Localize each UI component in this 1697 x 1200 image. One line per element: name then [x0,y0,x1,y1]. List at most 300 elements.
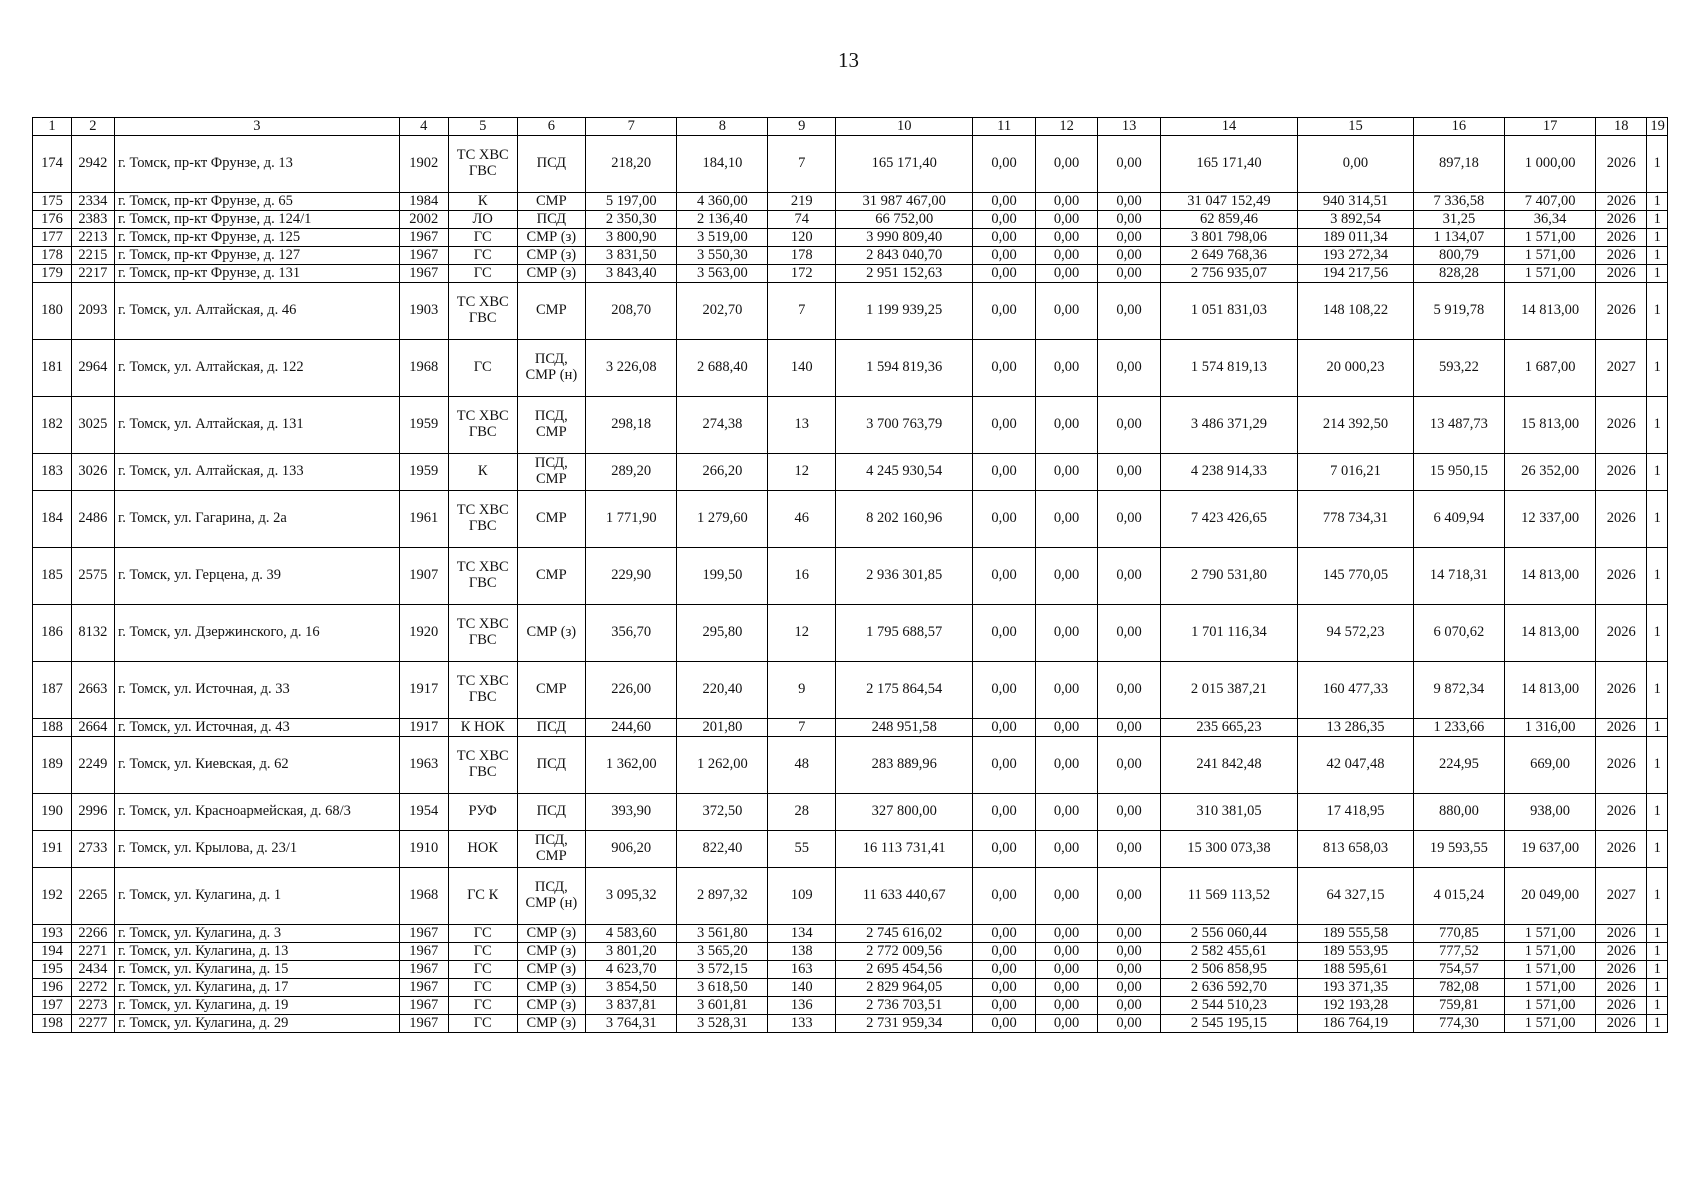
table-cell: 197 [33,997,72,1015]
table-cell: 2 756 935,07 [1160,265,1297,283]
table-cell: 1 279,60 [677,491,768,548]
table-cell: 0,00 [1035,193,1097,211]
table-cell: 1907 [399,548,448,605]
table-cell: 2026 [1596,794,1647,831]
table-cell: 5 919,78 [1413,283,1504,340]
table-cell: ГС [448,997,517,1015]
table-cell: 1 [1647,229,1668,247]
table-cell: 2 688,40 [677,340,768,397]
table-cell: 15 300 073,38 [1160,831,1297,868]
column-header: 12 [1035,118,1097,136]
table-cell: 11 633 440,67 [836,868,973,925]
table-cell: 0,00 [973,794,1035,831]
table-cell: 214 392,50 [1298,397,1414,454]
table-cell: 1 [1647,136,1668,193]
table-cell: 1 571,00 [1505,997,1596,1015]
table-cell: 109 [768,868,836,925]
table-cell: 3 618,50 [677,979,768,997]
table-cell: 19 593,55 [1413,831,1504,868]
table-cell: 2026 [1596,831,1647,868]
table-cell: ПСД, СМР [517,454,586,491]
table-cell: г. Томск, ул. Кулагина, д. 1 [114,868,399,925]
table-cell: 1 316,00 [1505,719,1596,737]
table-cell: 828,28 [1413,265,1504,283]
table-row [33,737,1668,794]
table-cell: 2733 [71,831,114,868]
table-cell: 3 843,40 [586,265,677,283]
table-row [33,136,1668,193]
table-cell: 2215 [71,247,114,265]
table-cell: 15 950,15 [1413,454,1504,491]
table-cell: 20 049,00 [1505,868,1596,925]
table-cell: 219 [768,193,836,211]
table-cell: г. Томск, ул. Кулагина, д. 13 [114,943,399,961]
table-cell: 8132 [71,605,114,662]
table-cell: 2 636 592,70 [1160,979,1297,997]
table-cell: г. Томск, ул. Кулагина, д. 29 [114,1015,399,1033]
table-cell: СМР (з) [517,1015,586,1033]
table-cell: г. Томск, пр-кт Фрунзе, д. 65 [114,193,399,211]
table-cell: 208,70 [586,283,677,340]
table-cell: 3 519,00 [677,229,768,247]
table-cell: 2217 [71,265,114,283]
table-cell: 20 000,23 [1298,340,1414,397]
table-cell: 3 561,80 [677,925,768,943]
table-row [33,943,1668,961]
table-cell: 184 [33,491,72,548]
table-cell: г. Томск, ул. Алтайская, д. 122 [114,340,399,397]
table-cell: ЛО [448,211,517,229]
table-cell: 2213 [71,229,114,247]
table-cell: 17 418,95 [1298,794,1414,831]
table-cell: 0,00 [973,211,1035,229]
table-cell: 13 [768,397,836,454]
table-cell: 0,00 [1098,340,1160,397]
table-cell: 1 571,00 [1505,247,1596,265]
table-cell: 1984 [399,193,448,211]
table-cell: 3 486 371,29 [1160,397,1297,454]
page-number: 13 [838,48,859,72]
table-cell: 0,00 [973,997,1035,1015]
table-cell: СМР [517,491,586,548]
table-cell: 14 718,31 [1413,548,1504,605]
table-cell: 0,00 [1035,229,1097,247]
table-cell: 283 889,96 [836,737,973,794]
table-cell: 2383 [71,211,114,229]
table-cell: 5 197,00 [586,193,677,211]
table-cell: ПСД, СМР [517,397,586,454]
table-cell: 1 571,00 [1505,961,1596,979]
column-header: 16 [1413,118,1504,136]
table-cell: ТС ХВС ГВС [448,283,517,340]
table-cell: К [448,193,517,211]
table-cell: 2026 [1596,737,1647,794]
table-cell: 1 571,00 [1505,979,1596,997]
table-cell: 190 [33,794,72,831]
table-cell: 3 700 763,79 [836,397,973,454]
table-cell: 180 [33,283,72,340]
table-cell: 188 595,61 [1298,961,1414,979]
column-header: 9 [768,118,836,136]
table-cell: 0,00 [1098,247,1160,265]
table-cell: 120 [768,229,836,247]
table-cell: 178 [33,247,72,265]
table-cell: 1967 [399,229,448,247]
table-cell: 187 [33,662,72,719]
table-row [33,662,1668,719]
table-cell: 12 [768,454,836,491]
table-cell: 191 [33,831,72,868]
table-cell: 192 193,28 [1298,997,1414,1015]
table-cell: 7 [768,719,836,737]
table-cell: 0,00 [1035,454,1097,491]
column-header: 3 [114,118,399,136]
table-cell: 0,00 [1098,491,1160,548]
table-cell: 1 687,00 [1505,340,1596,397]
table-cell: 8 202 160,96 [836,491,973,548]
table-cell: 0,00 [1035,397,1097,454]
table-cell: 2026 [1596,925,1647,943]
table-cell: 0,00 [1035,265,1097,283]
column-header: 7 [586,118,677,136]
table-cell: 3 801 798,06 [1160,229,1297,247]
table-cell: 1 [1647,979,1668,997]
table-cell: 31 047 152,49 [1160,193,1297,211]
table-cell: 4 238 914,33 [1160,454,1297,491]
table-cell: 7 016,21 [1298,454,1414,491]
table-cell: 2663 [71,662,114,719]
table-cell: 136 [768,997,836,1015]
table-cell: 0,00 [973,454,1035,491]
table-cell: 2026 [1596,1015,1647,1033]
table-cell: 1959 [399,454,448,491]
table-cell: 184,10 [677,136,768,193]
table-cell: СМР (з) [517,997,586,1015]
column-header: 17 [1505,118,1596,136]
table-cell: 0,00 [973,229,1035,247]
table-cell: 182 [33,397,72,454]
table-cell: СМР [517,662,586,719]
table-cell: 0,00 [1098,831,1160,868]
table-row [33,868,1668,925]
table-cell: 6 409,94 [1413,491,1504,548]
table-cell: 2 015 387,21 [1160,662,1297,719]
table-cell: СМР (з) [517,247,586,265]
table-cell: 2002 [399,211,448,229]
table-cell: 2434 [71,961,114,979]
table-cell: 327 800,00 [836,794,973,831]
table-cell: ГС [448,340,517,397]
table-cell: 2 731 959,34 [836,1015,973,1033]
table-cell: 28 [768,794,836,831]
table-cell: 48 [768,737,836,794]
table-cell: 134 [768,925,836,943]
table-cell: 2026 [1596,979,1647,997]
table-cell: 1 [1647,997,1668,1015]
table-cell: 274,38 [677,397,768,454]
table-cell: ПСД [517,737,586,794]
table-cell: ТС ХВС ГВС [448,737,517,794]
table-cell: 165 171,40 [1160,136,1297,193]
table-cell: 0,00 [973,491,1035,548]
table-cell: 2026 [1596,943,1647,961]
table-cell: ГС [448,265,517,283]
table-cell: 175 [33,193,72,211]
table-cell: ГС [448,1015,517,1033]
table-cell: 7 336,58 [1413,193,1504,211]
column-header: 18 [1596,118,1647,136]
table-cell: г. Томск, ул. Алтайская, д. 131 [114,397,399,454]
table-cell: 774,30 [1413,1015,1504,1033]
table-cell: 2026 [1596,719,1647,737]
table-cell: 2272 [71,979,114,997]
table-row [33,961,1668,979]
table-cell: 16 113 731,41 [836,831,973,868]
table-cell: 31,25 [1413,211,1504,229]
table-cell: 3 572,15 [677,961,768,979]
table-cell: 800,79 [1413,247,1504,265]
table-cell: 1968 [399,868,448,925]
table-cell: 2 350,30 [586,211,677,229]
table-cell: 0,00 [1035,943,1097,961]
table-cell: 593,22 [1413,340,1504,397]
table-cell: 0,00 [1035,1015,1097,1033]
table-cell: 0,00 [973,247,1035,265]
table-row [33,229,1668,247]
table-cell: СМР (з) [517,979,586,997]
table-cell: г. Томск, ул. Красноармейская, д. 68/3 [114,794,399,831]
table-cell: 0,00 [1035,925,1097,943]
table-cell: ГС [448,961,517,979]
table-row [33,1015,1668,1033]
column-header: 1 [33,118,72,136]
table-cell: 19 637,00 [1505,831,1596,868]
table-cell: 3 854,50 [586,979,677,997]
table-cell: 2026 [1596,961,1647,979]
table-cell: 6 070,62 [1413,605,1504,662]
table-cell: 1910 [399,831,448,868]
table-cell: 1917 [399,719,448,737]
table-cell: К [448,454,517,491]
table-cell: 0,00 [973,961,1035,979]
table-cell: 3025 [71,397,114,454]
table-cell: 1 233,66 [1413,719,1504,737]
table-cell: г. Томск, пр-кт Фрунзе, д. 125 [114,229,399,247]
table-cell: 266,20 [677,454,768,491]
table-cell: 298,18 [586,397,677,454]
table-cell: 2026 [1596,265,1647,283]
table-cell: 2026 [1596,136,1647,193]
table-cell: 4 360,00 [677,193,768,211]
table-cell: 3 095,32 [586,868,677,925]
table-row [33,340,1668,397]
table-cell: ГС [448,229,517,247]
table-cell: г. Томск, ул. Дзержинского, д. 16 [114,605,399,662]
table-cell: 669,00 [1505,737,1596,794]
table-cell: 13 286,35 [1298,719,1414,737]
table-cell: СМР [517,283,586,340]
table-cell: 14 813,00 [1505,548,1596,605]
table-cell: 2026 [1596,397,1647,454]
table-cell: 754,57 [1413,961,1504,979]
table-cell: ГС К [448,868,517,925]
table-cell: 289,20 [586,454,677,491]
table-row [33,925,1668,943]
table-cell: 2 897,32 [677,868,768,925]
table-row [33,247,1668,265]
table-cell: 1 134,07 [1413,229,1504,247]
table-cell: 7 [768,283,836,340]
table-cell: 2 843 040,70 [836,247,973,265]
table-row [33,397,1668,454]
table-cell: 2026 [1596,997,1647,1015]
table-cell: г. Томск, ул. Источная, д. 43 [114,719,399,737]
table-cell: 0,00 [1035,831,1097,868]
table-cell: 74 [768,211,836,229]
table-cell: 0,00 [973,979,1035,997]
table-cell: 295,80 [677,605,768,662]
table-cell: 0,00 [1298,136,1414,193]
table-cell: 9 872,34 [1413,662,1504,719]
table-cell: 3 601,81 [677,997,768,1015]
table-cell: ГС [448,979,517,997]
table-cell: 1 [1647,719,1668,737]
table-cell: 777,52 [1413,943,1504,961]
table-cell: 0,00 [973,265,1035,283]
table-cell: 0,00 [1098,737,1160,794]
table-cell: 181 [33,340,72,397]
table-cell: 0,00 [1098,397,1160,454]
table-cell: СМР (з) [517,265,586,283]
table-cell: 0,00 [1035,283,1097,340]
table-cell: 2273 [71,997,114,1015]
table-cell: г. Томск, ул. Кулагина, д. 17 [114,979,399,997]
table-cell: 26 352,00 [1505,454,1596,491]
table-cell: 0,00 [973,136,1035,193]
table-cell: 1959 [399,397,448,454]
table-cell: 0,00 [1098,454,1160,491]
table-row [33,605,1668,662]
table-row [33,283,1668,340]
table-cell: 1917 [399,662,448,719]
table-cell: 0,00 [973,605,1035,662]
table-cell: 2 545 195,15 [1160,1015,1297,1033]
table-cell: 0,00 [973,340,1035,397]
table-cell: ГС [448,943,517,961]
table-cell: 880,00 [1413,794,1504,831]
table-cell: 13 487,73 [1413,397,1504,454]
table-cell: 1 [1647,548,1668,605]
table-row [33,265,1668,283]
table-cell: 0,00 [1035,548,1097,605]
table-cell: 0,00 [1098,961,1160,979]
table-cell: 172 [768,265,836,283]
table-cell: 0,00 [1035,961,1097,979]
table-cell: 194 [33,943,72,961]
column-header: 13 [1098,118,1160,136]
table-cell: 14 813,00 [1505,283,1596,340]
table-cell: ПСД, СМР [517,831,586,868]
table-cell: 0,00 [1098,997,1160,1015]
table-cell: 0,00 [1035,794,1097,831]
table-cell: 1 701 116,34 [1160,605,1297,662]
table-cell: 3026 [71,454,114,491]
table-cell: ПСД [517,211,586,229]
table-cell: 1 571,00 [1505,1015,1596,1033]
table-cell: г. Томск, пр-кт Фрунзе, д. 124/1 [114,211,399,229]
table-cell: 192 [33,868,72,925]
table-cell: 226,00 [586,662,677,719]
table-cell: 218,20 [586,136,677,193]
table-cell: 2 790 531,80 [1160,548,1297,605]
table-cell: 1961 [399,491,448,548]
table-row [33,794,1668,831]
table-cell: 7 407,00 [1505,193,1596,211]
table-cell: 2 736 703,51 [836,997,973,1015]
table-cell: 145 770,05 [1298,548,1414,605]
table-cell: 3 565,20 [677,943,768,961]
table-cell: 0,00 [1098,211,1160,229]
table-cell: 1 [1647,193,1668,211]
table-cell: 1 [1647,397,1668,454]
table-cell: г. Томск, ул. Алтайская, д. 133 [114,454,399,491]
table-cell: 1954 [399,794,448,831]
table-cell: 2026 [1596,662,1647,719]
table-cell: 165 171,40 [836,136,973,193]
table-cell: 1967 [399,1015,448,1033]
table-cell: г. Томск, ул. Киевская, д. 62 [114,737,399,794]
table-cell: 2 951 152,63 [836,265,973,283]
table-cell: 133 [768,1015,836,1033]
table-cell: 2 136,40 [677,211,768,229]
table-cell: 3 550,30 [677,247,768,265]
table-cell: 1920 [399,605,448,662]
table-cell: 1 362,00 [586,737,677,794]
table-cell: ТС ХВС ГВС [448,605,517,662]
table-cell: ГС [448,925,517,943]
table-cell: 64 327,15 [1298,868,1414,925]
table-row [33,193,1668,211]
table-cell: г. Томск, ул. Кулагина, д. 19 [114,997,399,1015]
table-cell: 177 [33,229,72,247]
table-cell: ТС ХВС ГВС [448,136,517,193]
table-cell: 15 813,00 [1505,397,1596,454]
table-row [33,997,1668,1015]
table-cell: 186 [33,605,72,662]
table-cell: 1 [1647,925,1668,943]
table-cell: 235 665,23 [1160,719,1297,737]
table-cell: 822,40 [677,831,768,868]
table-cell: 2 695 454,56 [836,961,973,979]
table-cell: 2026 [1596,283,1647,340]
table-cell: 0,00 [1098,548,1160,605]
table-cell: 55 [768,831,836,868]
table-cell: 1 [1647,961,1668,979]
table-cell: 0,00 [973,1015,1035,1033]
table-cell: г. Томск, ул. Герцена, д. 39 [114,548,399,605]
table-cell: 2026 [1596,247,1647,265]
table-cell: 9 [768,662,836,719]
table-cell: 193 [33,925,72,943]
table-cell: 189 [33,737,72,794]
table-cell: 220,40 [677,662,768,719]
table-cell: 2026 [1596,548,1647,605]
table-cell: 4 583,60 [586,925,677,943]
table-row [33,979,1668,997]
table-cell: 0,00 [1098,794,1160,831]
table-cell: 174 [33,136,72,193]
table-cell: 1 [1647,605,1668,662]
